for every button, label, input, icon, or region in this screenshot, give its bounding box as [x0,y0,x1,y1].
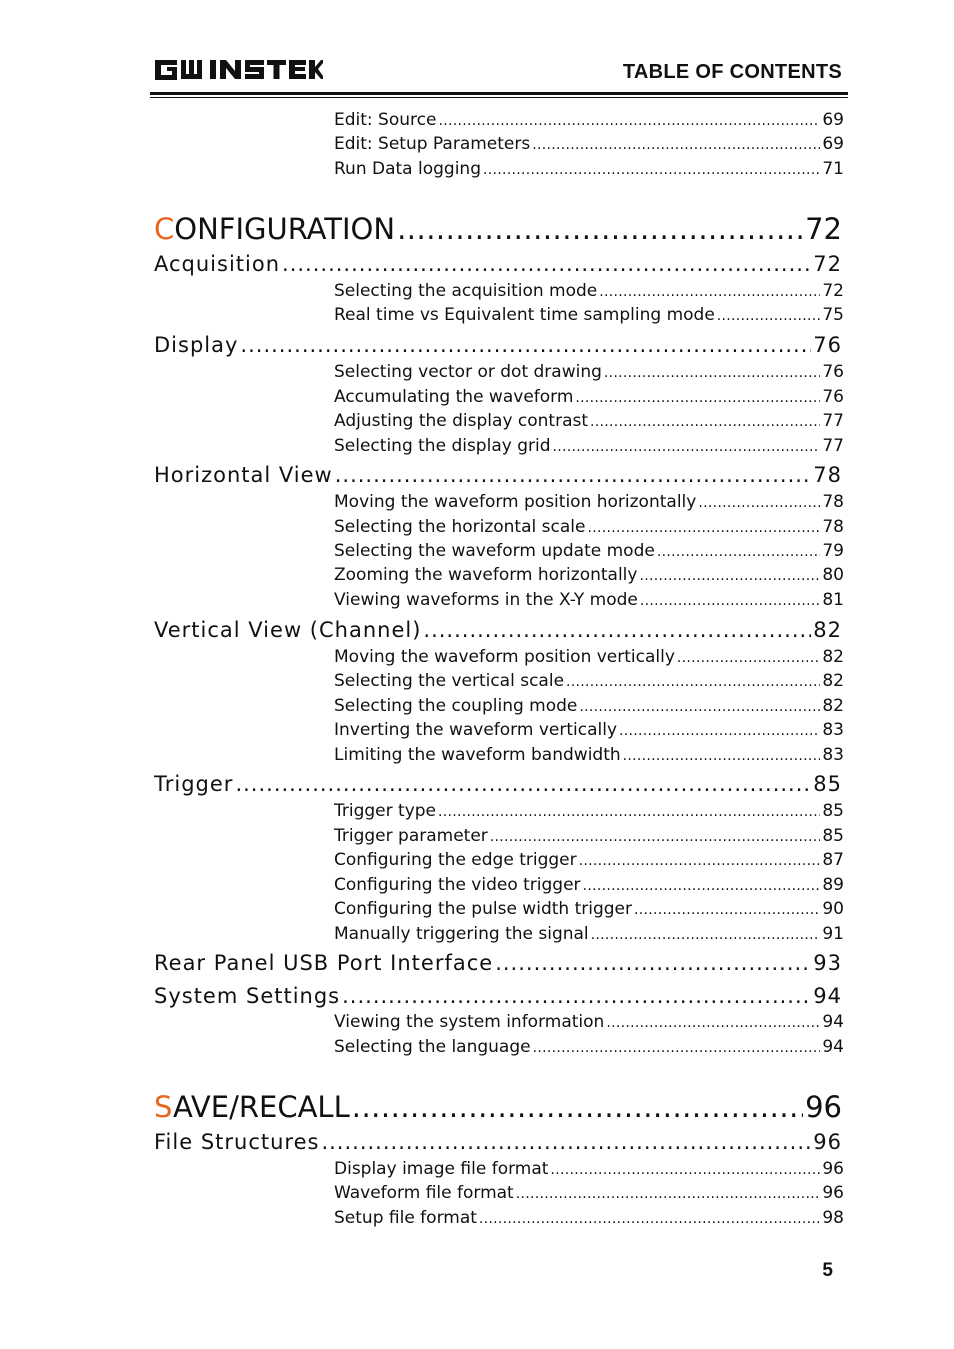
toc-leader-dots [240,333,811,357]
toc-title: Real time vs Equivalent time sampling mode [334,305,715,325]
toc-title: Adjusting the display contrast [334,411,589,431]
toc-page-number: 94 [822,1037,844,1057]
toc-entry[interactable] [334,801,844,821]
toc-leader-dots [579,853,821,869]
toc-title: Display image file format [334,1159,549,1179]
toc-leader-dots [438,804,820,820]
toc-page-number: 72 [822,281,844,301]
toc-leader-dots [495,951,811,975]
toc-entry[interactable] [334,387,844,407]
toc-title: Selecting the vertical scale [334,671,565,691]
toc-leader-dots [550,1162,820,1178]
toc-title: Trigger type [334,801,437,821]
toc-page-number: 85 [813,772,842,796]
toc-section[interactable] [154,252,842,276]
toc-section[interactable] [154,984,842,1008]
toc-page-number: 96 [822,1183,844,1203]
toc-chapter-initial: C [154,212,175,246]
toc-entry[interactable] [334,281,844,301]
toc-chapter-rest: AVE/RECALL [172,1090,350,1124]
toc-leader-dots [483,162,820,178]
toc-chapter[interactable] [154,212,842,246]
toc-chapter-rest: ONFIGURATION [174,212,396,246]
toc-page-number: 71 [822,159,844,179]
toc-title: Edit: Source [334,110,437,130]
toc-title: Configuring the video trigger [334,875,581,895]
toc-entry[interactable] [334,647,844,667]
toc-page-number: 94 [822,1012,844,1032]
toc-title: Configuring the pulse width trigger [334,899,632,919]
toc-title: Selecting the coupling mode [334,696,578,716]
toc-title: Rear Panel USB Port Interface [154,951,494,975]
toc-chapter-title [154,1090,350,1124]
toc-page-number: 69 [822,134,844,154]
toc-page-number: 78 [822,492,844,512]
toc-page-number: 96 [822,1159,844,1179]
toc-page-number: 75 [822,305,844,325]
toc-page-number: 77 [822,436,844,456]
toc-entry[interactable] [334,305,844,325]
toc-page-number: 83 [822,720,844,740]
toc-leader-dots [533,1040,821,1056]
toc-entry[interactable] [334,1037,844,1057]
toc-leader-dots [619,723,820,739]
toc-leader-dots [490,829,821,845]
toc-page-number: 80 [822,565,844,585]
toc-leader-dots [566,674,820,690]
toc-page-number: 98 [822,1208,844,1228]
toc-title: Inverting the waveform vertically [334,720,618,740]
toc-leader-dots [604,365,820,381]
toc-page-number: 87 [822,850,844,870]
toc-page-number: 72 [805,212,842,246]
toc-leader-dots [282,252,811,276]
toc-leader-dots [640,593,820,609]
toc-entry[interactable] [334,134,844,154]
toc-leader-dots [623,748,821,764]
toc-entry[interactable] [334,1183,844,1203]
toc-leader-dots [553,439,821,455]
toc-page-number: 85 [822,801,844,821]
toc-leader-dots [698,495,820,511]
toc-page-number: 76 [822,387,844,407]
toc-title: Trigger [154,772,234,796]
toc-title: Manually triggering the signal [334,924,589,944]
toc-entry[interactable] [334,436,844,456]
toc-title: Horizontal View [154,463,333,487]
toc-leader-dots [590,414,820,430]
toc-leader-dots [321,1130,811,1154]
toc-title: Display [154,333,239,357]
toc-leader-dots [438,113,820,129]
toc-title: Viewing waveforms in the X-Y mode [334,590,638,610]
toc-page-number: 76 [822,362,844,382]
toc-entry[interactable] [334,1159,844,1179]
toc-title: Waveform file format [334,1183,514,1203]
toc-entry[interactable] [334,696,844,716]
toc-page-number: 77 [822,411,844,431]
toc-leader-dots [657,544,821,560]
toc-entry[interactable] [334,671,844,691]
toc-title: Trigger parameter [334,826,488,846]
toc-title: Selecting vector or dot drawing [334,362,602,382]
toc-section[interactable] [154,618,842,642]
toc-title: File Structures [154,1130,320,1154]
toc-leader-dots [717,308,821,324]
toc-title: Setup file format [334,1208,477,1228]
toc-leader-dots [423,618,811,642]
toc-entry[interactable] [334,541,844,561]
toc-page-number: 94 [813,984,842,1008]
toc-page-number: 82 [813,618,842,642]
toc-leader-dots [599,284,820,300]
toc-entry[interactable] [334,826,844,846]
toc-title: Moving the waveform position horizontally [334,492,697,512]
toc-leader-dots [583,878,821,894]
toc-leader-dots [591,927,821,943]
toc-page-number: 91 [822,924,844,944]
toc-page-number: 78 [813,463,842,487]
toc-section[interactable] [154,951,842,975]
toc-title: System Settings [154,984,341,1008]
toc-title: Configuring the edge trigger [334,850,577,870]
toc-entry[interactable] [334,159,844,179]
toc-title: Selecting the waveform update mode [334,541,655,561]
toc-entry[interactable] [334,1208,844,1228]
toc-leader-dots [579,699,820,715]
toc-page-number: 90 [822,899,844,919]
toc-title: Selecting the acquisition mode [334,281,598,301]
toc-page-number: 83 [822,745,844,765]
toc-leader-dots [587,520,820,536]
toc-leader-dots [352,1090,803,1124]
toc-leader-dots [342,984,811,1008]
toc-page-number: 85 [822,826,844,846]
toc-title: Selecting the horizontal scale [334,517,586,537]
toc-page-number: 81 [822,590,844,610]
toc-entry[interactable] [334,362,844,382]
toc-title: Zooming the waveform horizontally [334,565,638,585]
toc-page-number: 69 [822,110,844,130]
toc-section[interactable] [154,1130,842,1154]
toc-section[interactable] [154,333,842,357]
toc-entry[interactable] [334,492,844,512]
toc-entry[interactable] [334,899,844,919]
toc-entry[interactable] [334,850,844,870]
toc-page-number: 82 [822,671,844,691]
toc-leader-dots [397,212,803,246]
toc-chapter[interactable] [154,1090,842,1124]
toc-leader-dots [606,1015,820,1031]
page-number: 5 [822,1260,833,1281]
toc-entry[interactable] [334,590,844,610]
toc-leader-dots [634,902,820,918]
toc-chapter-title [154,212,395,246]
toc-page-number: 79 [822,541,844,561]
toc-leader-dots [677,650,820,666]
toc-section[interactable] [154,772,842,796]
toc-chapter-initial: S [154,1090,173,1124]
toc-leader-dots [235,772,811,796]
toc-page-number: 96 [813,1130,842,1154]
toc-title: Edit: Setup Parameters [334,134,531,154]
toc-leader-dots [639,568,820,584]
toc-title: Vertical View (Channel) [154,618,422,642]
toc-page-number: 82 [822,647,844,667]
toc-entry[interactable] [334,1012,844,1032]
toc-entry[interactable] [334,565,844,585]
toc-title: Moving the waveform position vertically [334,647,675,667]
toc-entry[interactable] [334,110,844,130]
toc-entry[interactable] [334,411,844,431]
toc-entry[interactable] [334,745,844,765]
toc-title: Selecting the language [334,1037,531,1057]
toc-page-number: 78 [822,517,844,537]
toc-leader-dots [479,1211,820,1227]
toc-leader-dots [335,463,812,487]
toc-section[interactable] [154,463,842,487]
toc-entry[interactable] [334,875,844,895]
toc-leader-dots [516,1186,821,1202]
toc-title: Run Data logging [334,159,481,179]
toc-leader-dots [532,137,820,153]
toc-entry[interactable] [334,720,844,740]
toc-page-number: 76 [813,333,842,357]
toc-page-number: 72 [813,252,842,276]
toc-page-number: 89 [822,875,844,895]
toc-title: Selecting the display grid [334,436,551,456]
toc-entry[interactable] [334,517,844,537]
header-title: TABLE OF CONTENTS [622,61,842,83]
toc-title: Acquisition [154,252,281,276]
toc-page-number: 93 [813,951,842,975]
toc-leader-dots [575,390,820,406]
toc-title: Limiting the waveform bandwidth [334,745,621,765]
toc-title: Accumulating the waveform [334,387,574,407]
toc-page-number: 96 [805,1090,842,1124]
toc-entry[interactable] [334,924,844,944]
toc-title: Viewing the system information [334,1012,605,1032]
toc-page-number: 82 [822,696,844,716]
